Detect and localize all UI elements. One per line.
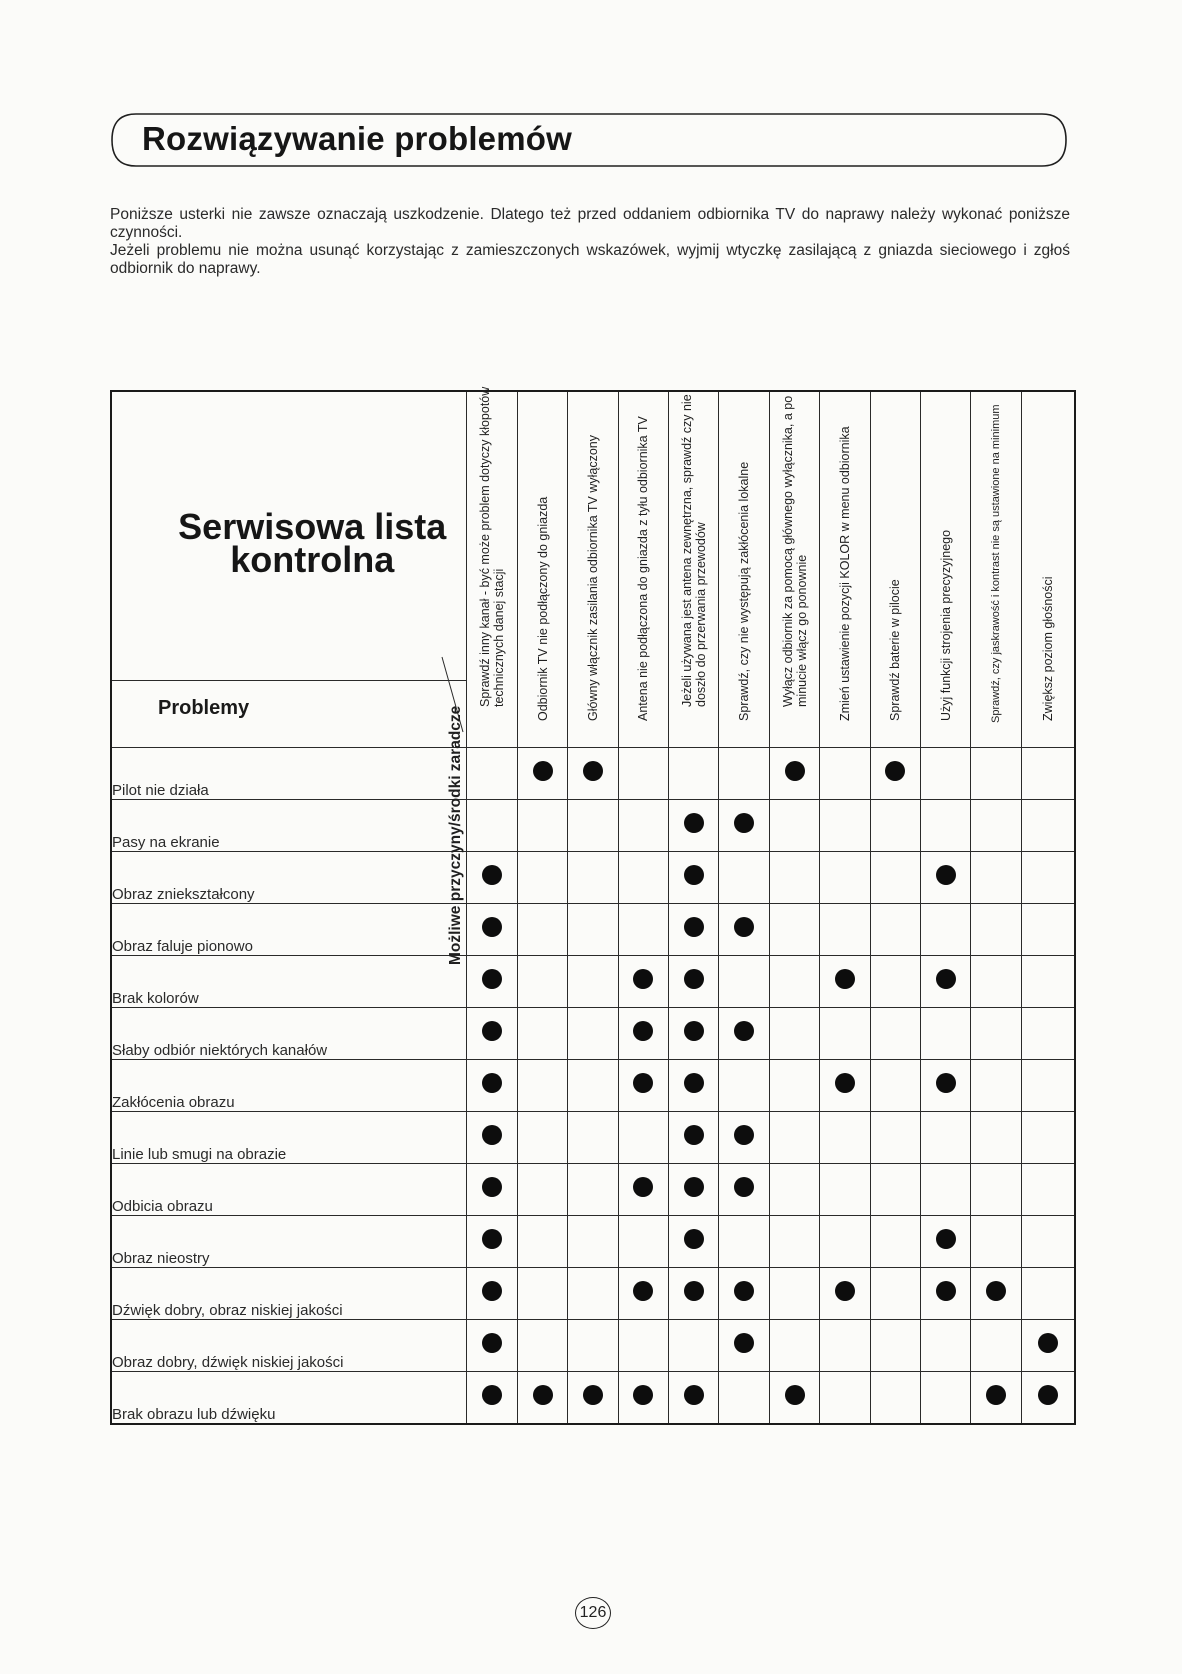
table-row [111, 852, 1075, 904]
check-cell [971, 800, 1021, 852]
check-cell [1021, 1268, 1075, 1320]
check-cell [719, 1008, 769, 1060]
problem-label: Dźwięk dobry, obraz niskiej jakości [111, 1268, 467, 1320]
check-cell [769, 1372, 819, 1425]
check-cell [769, 1060, 819, 1112]
check-cell [669, 1372, 719, 1425]
check-cell [1021, 904, 1075, 956]
service-checklist [110, 386, 1076, 1442]
corner-divider [112, 680, 466, 681]
problem-label: Brak obrazu lub dźwięku [111, 1372, 467, 1425]
cause-header-6 [719, 391, 769, 748]
check-cell [921, 1320, 971, 1372]
check-cell [921, 1112, 971, 1164]
check-cell [517, 1164, 567, 1216]
check-dot-icon [684, 1177, 704, 1197]
check-cell [517, 1216, 567, 1268]
check-cell [870, 904, 920, 956]
check-dot-icon [684, 1021, 704, 1041]
check-dot-icon [785, 761, 805, 781]
check-cell [870, 1320, 920, 1372]
check-cell [971, 1216, 1021, 1268]
checklist-table [110, 386, 1076, 1425]
check-cell [820, 1268, 870, 1320]
problem-label: Pasy na ekranie [111, 800, 467, 852]
check-cell [921, 956, 971, 1008]
check-cell [568, 1216, 618, 1268]
intro-text [110, 206, 1070, 278]
check-cell [618, 748, 668, 800]
check-dot-icon [1038, 1333, 1058, 1353]
check-dot-icon [684, 865, 704, 885]
table-row [111, 956, 1075, 1008]
check-cell [1021, 1320, 1075, 1372]
check-cell [467, 956, 517, 1008]
check-cell [870, 800, 920, 852]
check-cell [1021, 1112, 1075, 1164]
check-cell [568, 852, 618, 904]
problem-label: Odbicia obrazu [111, 1164, 467, 1216]
causes-label: Możliwe przyczyny/środki zaradcze [447, 705, 465, 965]
check-cell [971, 1268, 1021, 1320]
cause-label: Antena nie podłączona do gniazda z tyłu odbiornika TV [636, 416, 651, 721]
check-dot-icon [482, 1021, 502, 1041]
check-cell [769, 1008, 819, 1060]
check-cell [971, 1320, 1021, 1372]
check-cell [568, 1008, 618, 1060]
check-cell [618, 1112, 668, 1164]
check-cell [820, 904, 870, 956]
check-cell [719, 1060, 769, 1112]
table-row [111, 1164, 1075, 1216]
check-dot-icon [482, 969, 502, 989]
check-cell [467, 1164, 517, 1216]
cause-label: Zwiększ poziom głośności [1040, 576, 1055, 721]
check-cell [568, 1372, 618, 1425]
check-cell [719, 1372, 769, 1425]
check-dot-icon [583, 1385, 603, 1405]
check-dot-icon [684, 1125, 704, 1145]
check-dot-icon [734, 1177, 754, 1197]
check-cell [568, 800, 618, 852]
check-dot-icon [835, 1073, 855, 1093]
cause-header-11 [971, 391, 1021, 748]
check-cell [769, 1112, 819, 1164]
check-cell [1021, 1164, 1075, 1216]
checklist-heading: Serwisowa lista kontrolna [178, 506, 447, 580]
check-cell [971, 1164, 1021, 1216]
check-cell [971, 748, 1021, 800]
check-dot-icon [583, 761, 603, 781]
check-cell [669, 1320, 719, 1372]
check-cell [568, 956, 618, 1008]
table-row [111, 800, 1075, 852]
check-cell [517, 1112, 567, 1164]
problem-label: Obraz zniekształcony [111, 852, 467, 904]
check-cell [1021, 1008, 1075, 1060]
check-cell [467, 1372, 517, 1425]
check-cell [971, 904, 1021, 956]
check-cell [820, 852, 870, 904]
check-dot-icon [633, 1385, 653, 1405]
check-cell [820, 1372, 870, 1425]
cause-header-1 [467, 386, 517, 748]
check-cell [618, 1268, 668, 1320]
check-cell [618, 1372, 668, 1425]
check-dot-icon [1038, 1385, 1058, 1405]
problems-label: Problemy [158, 697, 250, 719]
check-cell [870, 1008, 920, 1060]
check-cell [870, 852, 920, 904]
check-cell [820, 1164, 870, 1216]
check-cell [1021, 956, 1075, 1008]
check-dot-icon [936, 1281, 956, 1301]
cause-label: Użyj funkcji strojenia precyzyjnego [938, 529, 953, 721]
check-dot-icon [785, 1385, 805, 1405]
table-row [111, 1216, 1075, 1268]
check-cell [719, 904, 769, 956]
check-cell [568, 1320, 618, 1372]
check-dot-icon [482, 917, 502, 937]
check-cell [719, 1320, 769, 1372]
check-cell [719, 748, 769, 800]
check-dot-icon [684, 1281, 704, 1301]
check-cell [769, 956, 819, 1008]
check-cell [719, 800, 769, 852]
check-dot-icon [986, 1385, 1006, 1405]
check-cell [921, 904, 971, 956]
check-cell [870, 1060, 920, 1112]
check-cell [517, 748, 567, 800]
check-cell [467, 800, 517, 852]
check-cell [517, 1320, 567, 1372]
check-cell [820, 1060, 870, 1112]
cause-header-7 [769, 391, 819, 748]
check-cell [769, 1164, 819, 1216]
check-cell [517, 852, 567, 904]
check-cell [719, 1164, 769, 1216]
check-cell [669, 1112, 719, 1164]
check-cell [618, 956, 668, 1008]
cause-header-3 [568, 391, 618, 748]
cause-header-12 [1021, 391, 1075, 748]
check-cell [669, 1216, 719, 1268]
check-cell [769, 1320, 819, 1372]
cause-label: Sprawdź, czy nie występują zakłócenia lokalne [737, 461, 752, 721]
check-cell [467, 1320, 517, 1372]
check-dot-icon [885, 761, 905, 781]
table-row [111, 1320, 1075, 1372]
cause-label: Zmień ustawienie pozycji KOLOR w menu odbiornika [837, 426, 852, 721]
check-cell [870, 956, 920, 1008]
check-cell [769, 800, 819, 852]
check-dot-icon [684, 813, 704, 833]
check-dot-icon [835, 1281, 855, 1301]
problem-label: Obraz faluje pionowo [111, 904, 467, 956]
check-cell [921, 1060, 971, 1112]
intro-paragraph-2: Jeżeli problemu nie można usunąć korzystając z zamieszczonych wskazówek, wyjmij wtyczkę zasilającą z gniazda sieciowego i zgłoś odbiornik do naprawy. [110, 242, 1070, 277]
table-row [111, 1060, 1075, 1112]
page-title-box [110, 112, 1068, 168]
check-cell [568, 1112, 618, 1164]
cause-label: Odbiornik TV nie podłączony do gniazda [535, 496, 550, 721]
check-cell [921, 1372, 971, 1425]
check-cell [517, 904, 567, 956]
check-cell [517, 1268, 567, 1320]
check-cell [820, 748, 870, 800]
check-dot-icon [482, 1385, 502, 1405]
check-cell [870, 1372, 920, 1425]
check-cell [618, 904, 668, 956]
check-cell [568, 1268, 618, 1320]
check-dot-icon [633, 1281, 653, 1301]
check-cell [669, 1060, 719, 1112]
cause-label: Sprawdź, czy jaskrawość i kontrast nie są ustawione na minimum [990, 404, 1003, 723]
check-cell [467, 852, 517, 904]
check-cell [1021, 1372, 1075, 1425]
problem-label: Obraz dobry, dźwięk niskiej jakości [111, 1320, 467, 1372]
check-cell [618, 800, 668, 852]
check-cell [769, 748, 819, 800]
check-cell [921, 748, 971, 800]
check-cell [1021, 748, 1075, 800]
check-cell [870, 1112, 920, 1164]
check-cell [769, 1268, 819, 1320]
check-cell [769, 852, 819, 904]
cause-header-9 [870, 391, 920, 748]
check-dot-icon [482, 1229, 502, 1249]
cause-label: Główny włącznik zasilania odbiornika TV wyłączony [585, 434, 600, 721]
check-cell [921, 852, 971, 904]
table-row [111, 748, 1075, 800]
check-cell [467, 1060, 517, 1112]
check-cell [568, 748, 618, 800]
check-cell [618, 1060, 668, 1112]
check-cell [1021, 1060, 1075, 1112]
cause-label: Jeżeli używana jest antena zewnętrzna, sprawdź czy nie doszło do przerwania przewodów [679, 394, 708, 707]
check-dot-icon [633, 1021, 653, 1041]
check-dot-icon [734, 1021, 754, 1041]
check-cell [971, 852, 1021, 904]
check-dot-icon [482, 1333, 502, 1353]
check-dot-icon [482, 1281, 502, 1301]
cause-label: Wyłącz odbiornik za pomocą głównego wyłącznika, a po minucie włącz go ponownie [780, 395, 809, 707]
check-cell [971, 1112, 1021, 1164]
cause-header-8 [820, 391, 870, 748]
cause-label: Sprawdź baterie w pilocie [888, 579, 903, 721]
check-cell [921, 1268, 971, 1320]
table-row [111, 1372, 1075, 1425]
cause-label: Sprawdź inny kanał - być może problem dotyczy kłopotów technicznych danej stacji [478, 386, 507, 707]
check-dot-icon [936, 969, 956, 989]
check-cell [669, 800, 719, 852]
check-cell [618, 1320, 668, 1372]
check-cell [517, 1008, 567, 1060]
check-cell [517, 800, 567, 852]
check-cell [719, 852, 769, 904]
check-dot-icon [835, 969, 855, 989]
intro-paragraph-1: Poniższe usterki nie zawsze oznaczają uszkodzenie. Dlatego też przed oddaniem odbiornika TV do naprawy należy wykonać poniższe czynności. [110, 206, 1070, 241]
check-cell [820, 1216, 870, 1268]
check-cell [1021, 852, 1075, 904]
check-cell [921, 800, 971, 852]
check-cell [618, 1008, 668, 1060]
check-cell [870, 748, 920, 800]
cause-header-2 [517, 391, 567, 748]
check-cell [669, 1008, 719, 1060]
check-dot-icon [482, 1073, 502, 1093]
check-cell [517, 1372, 567, 1425]
check-cell [820, 956, 870, 1008]
check-cell [719, 956, 769, 1008]
corner-slash [426, 392, 466, 747]
check-cell [568, 1164, 618, 1216]
problem-label: Słaby odbiór niektórych kanałów [111, 1008, 467, 1060]
cause-header-4 [618, 391, 668, 748]
cause-header-10 [921, 391, 971, 748]
check-cell [467, 1268, 517, 1320]
check-cell [820, 1112, 870, 1164]
check-cell [517, 1060, 567, 1112]
problem-label: Brak kolorów [111, 956, 467, 1008]
check-cell [820, 800, 870, 852]
check-dot-icon [734, 1333, 754, 1353]
problem-label: Linie lub smugi na obrazie [111, 1112, 467, 1164]
check-cell [467, 904, 517, 956]
check-cell [719, 1112, 769, 1164]
check-cell [568, 904, 618, 956]
check-dot-icon [533, 1385, 553, 1405]
check-cell [618, 1216, 668, 1268]
check-cell [971, 1372, 1021, 1425]
check-cell [669, 904, 719, 956]
check-cell [921, 1164, 971, 1216]
check-cell [1021, 1216, 1075, 1268]
check-dot-icon [482, 865, 502, 885]
check-cell [568, 1060, 618, 1112]
check-cell [467, 748, 517, 800]
check-dot-icon [734, 1281, 754, 1301]
check-dot-icon [734, 1125, 754, 1145]
check-dot-icon [684, 1229, 704, 1249]
check-cell [971, 1060, 1021, 1112]
table-row [111, 904, 1075, 956]
check-cell [971, 1008, 1021, 1060]
check-cell [517, 956, 567, 1008]
check-cell [669, 1164, 719, 1216]
check-dot-icon [633, 1073, 653, 1093]
check-cell [669, 748, 719, 800]
check-cell [669, 1268, 719, 1320]
check-cell [1021, 800, 1075, 852]
problem-label: Obraz nieostry [111, 1216, 467, 1268]
problem-label: Pilot nie działa [111, 748, 467, 800]
check-cell [820, 1008, 870, 1060]
check-dot-icon [684, 969, 704, 989]
table-row [111, 1008, 1075, 1060]
check-cell [921, 1216, 971, 1268]
check-cell [719, 1268, 769, 1320]
check-dot-icon [533, 761, 553, 781]
check-dot-icon [734, 917, 754, 937]
check-dot-icon [684, 917, 704, 937]
check-cell [820, 1320, 870, 1372]
check-dot-icon [684, 1073, 704, 1093]
table-row [111, 1112, 1075, 1164]
check-cell [669, 956, 719, 1008]
check-dot-icon [633, 969, 653, 989]
check-cell [467, 1008, 517, 1060]
check-cell [769, 904, 819, 956]
check-dot-icon [936, 865, 956, 885]
problem-label: Zakłócenia obrazu [111, 1060, 467, 1112]
check-cell [870, 1216, 920, 1268]
cause-header-5 [669, 391, 719, 748]
check-cell [870, 1164, 920, 1216]
checklist-header-row [111, 391, 1075, 748]
check-dot-icon [986, 1281, 1006, 1301]
table-row [111, 1268, 1075, 1320]
check-cell [467, 1112, 517, 1164]
check-dot-icon [734, 813, 754, 833]
check-cell [669, 852, 719, 904]
check-dot-icon [633, 1177, 653, 1197]
check-cell [618, 1164, 668, 1216]
check-cell [870, 1268, 920, 1320]
check-cell [618, 852, 668, 904]
page-number: 126 [575, 1597, 611, 1629]
check-dot-icon [482, 1125, 502, 1145]
page-title: Rozwiązywanie problemów [142, 120, 573, 157]
check-dot-icon [936, 1073, 956, 1093]
check-cell [719, 1216, 769, 1268]
check-cell [971, 956, 1021, 1008]
check-dot-icon [684, 1385, 704, 1405]
check-cell [467, 1216, 517, 1268]
check-cell [921, 1008, 971, 1060]
check-cell [769, 1216, 819, 1268]
check-dot-icon [936, 1229, 956, 1249]
check-dot-icon [482, 1177, 502, 1197]
